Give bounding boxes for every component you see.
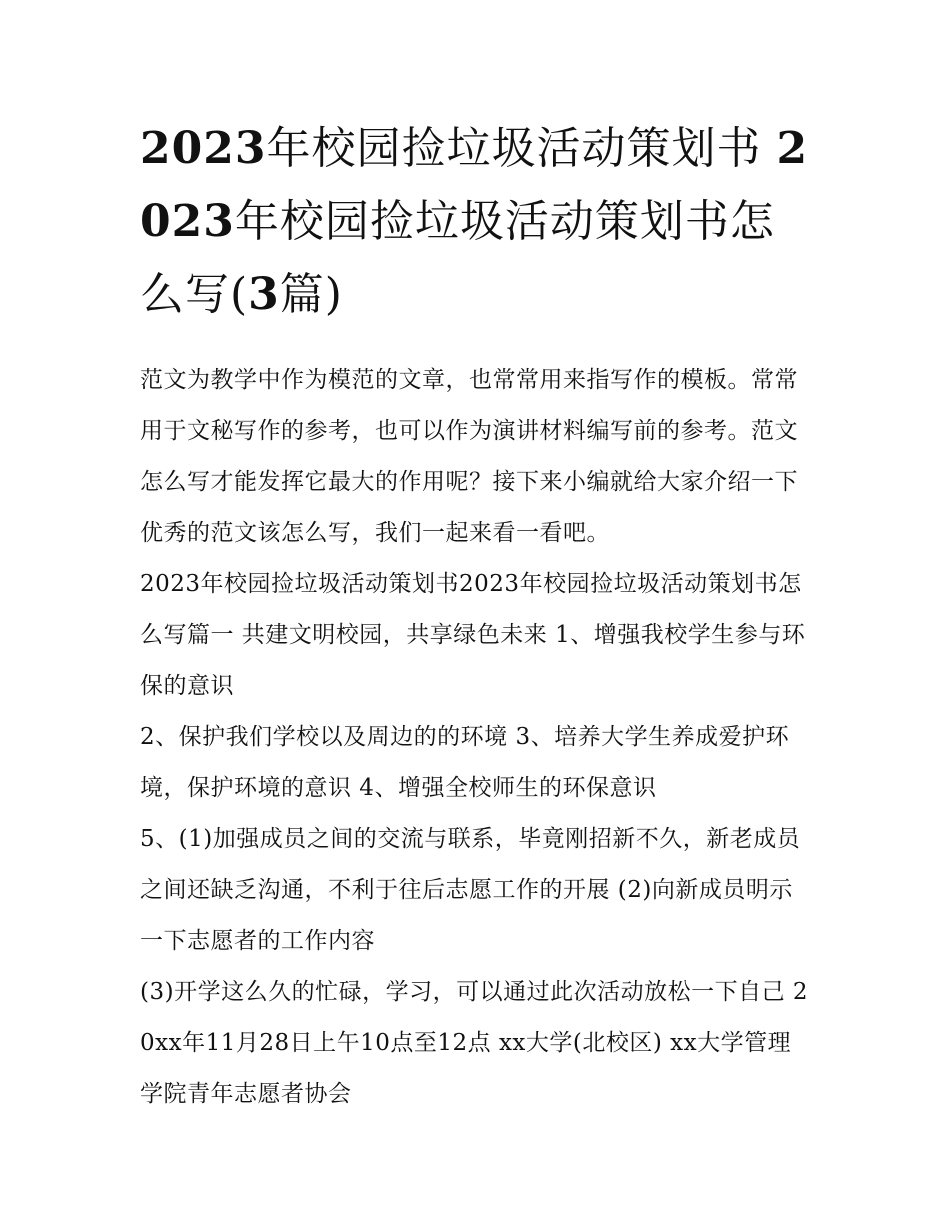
document-body: [140, 355, 812, 1120]
document-title: 2023年校园捡垃圾活动策划书 2023年校园捡垃圾活动策划书怎么写(3篇): [140, 123, 809, 320]
member-exchange-paragraph: 5、(1)加强成员之间的交流与联系，毕竟刚招新不久，新老成员之间还缺乏沟通，不利于往后志愿工作的开展 (2)向新成员明示一下志愿者的工作内容: [140, 826, 801, 954]
goals-paragraph: 2、保护我们学校以及周边的的环境 3、培养大学生养成爱护环境，保护环境的意识 4、增强全校师生的环保意识: [140, 724, 790, 801]
intro-paragraph: 范文为教学中作为模范的文章，也常常用来指写作的模板。常常用于文秘写作的参考，也可以作为演讲材料编写前的参考。范文怎么写才能发挥它最大的作用呢？接下来小编就给大家介绍一下优秀的范文该怎么写，我们一起来看一看吧。: [140, 367, 798, 546]
document-page: [140, 112, 812, 1120]
schedule-paragraph: (3)开学这么久的忙碌，学习，可以通过此次活动放松一下自己 20xx年11月28日上午10点至12点 xx大学(北校区) xx大学管理学院青年志愿者协会: [140, 979, 809, 1107]
section-one-paragraph: 2023年校园捡垃圾活动策划书2023年校园捡垃圾活动策划书怎么写篇一 共建文明校园，共享绿色未来 1、增强我校学生参与环保的意识: [140, 571, 806, 699]
